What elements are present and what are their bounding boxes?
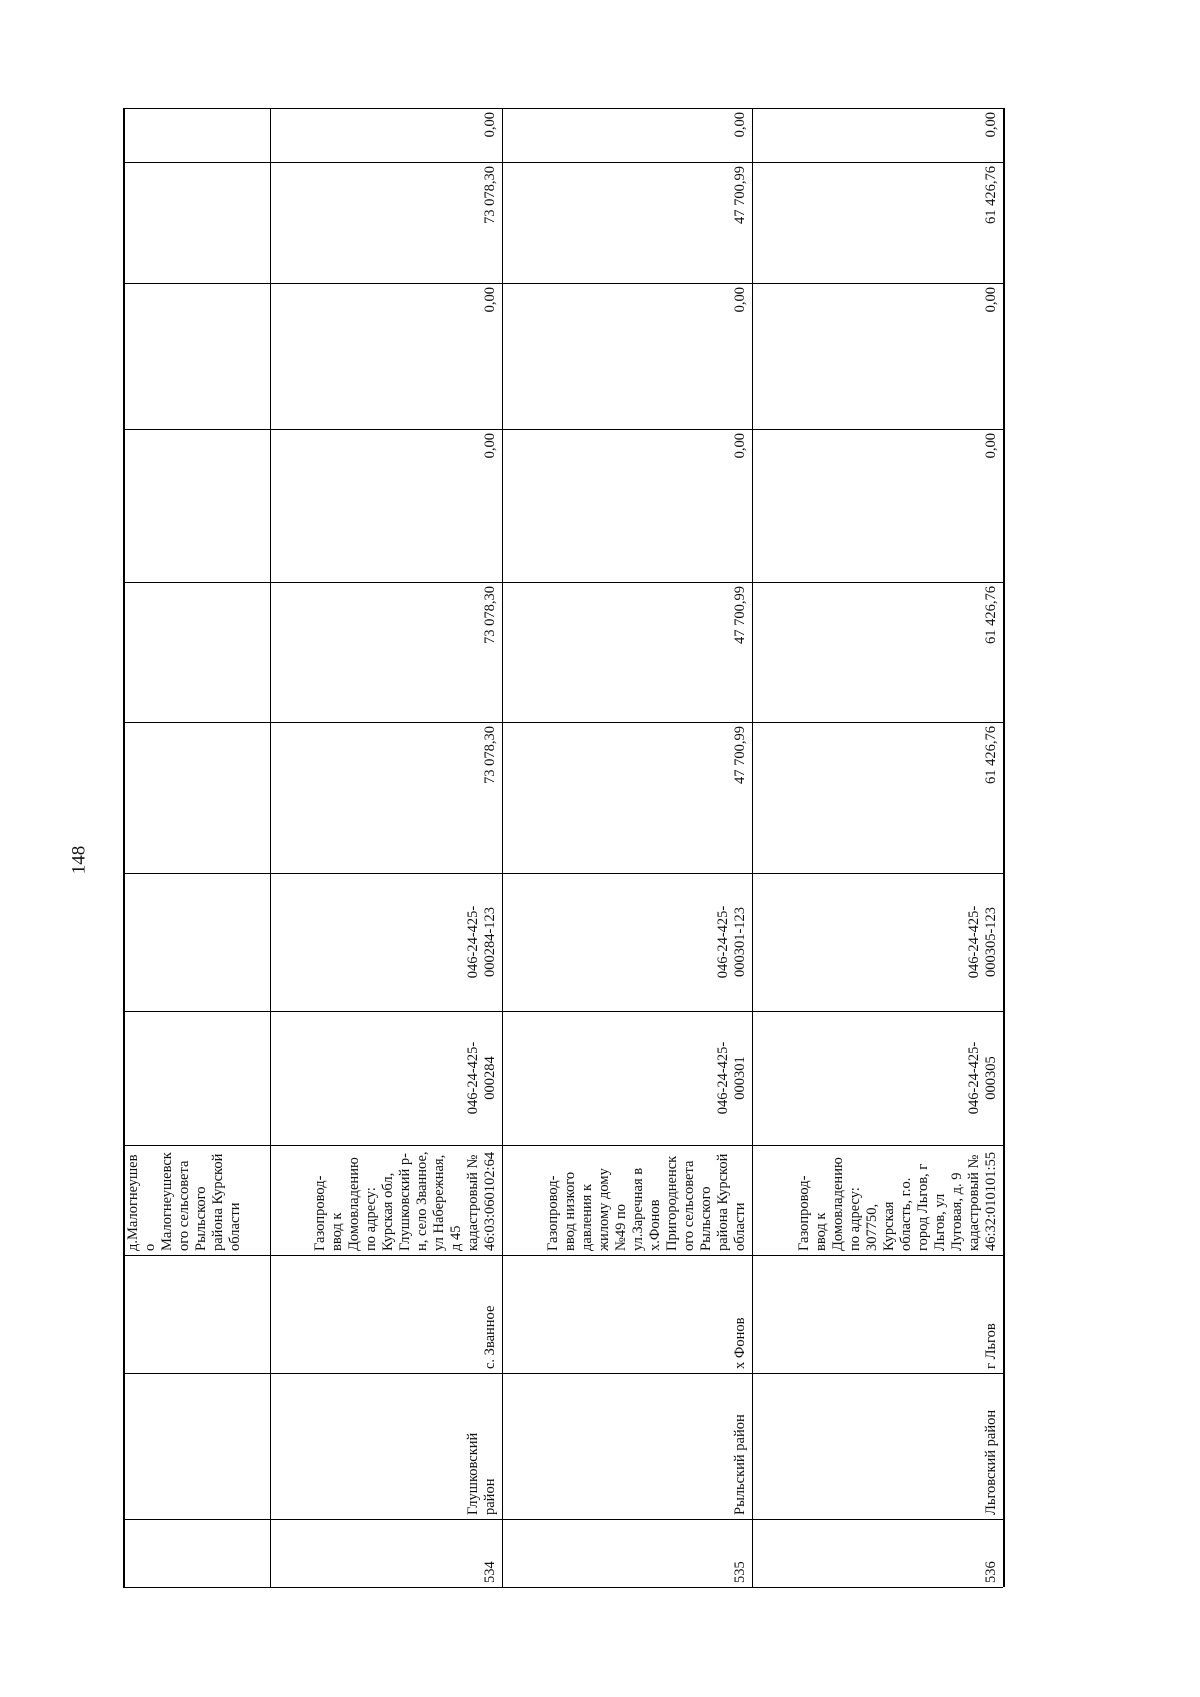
- table-cell-value-2: [123, 582, 270, 722]
- value-1-text: 47 700,99: [732, 726, 748, 784]
- district-text: Глушковский район: [465, 1432, 498, 1515]
- table-cell-value-5: [270, 162, 502, 283]
- table-cell-inventory-code: [502, 1011, 752, 1145]
- value-6-text: 0,00: [983, 112, 999, 138]
- table-cell-locality: [270, 1255, 502, 1373]
- table-cell-cost-code: [270, 873, 502, 1011]
- value-5-text: [123, 162, 270, 283]
- cost-code-text: 046-24-425- 000284-123: [465, 905, 498, 979]
- table-cell-value-4: [502, 283, 752, 429]
- cost-code-text: 046-24-425- 000301-123: [715, 905, 748, 979]
- value-1-text: [123, 722, 270, 873]
- locality-text: х Фонов: [732, 1317, 748, 1369]
- table-cell-value-5: [502, 162, 752, 283]
- table-cell-value-3: [752, 429, 1003, 582]
- inventory-code-text: 046-24-425- 000305: [966, 1041, 999, 1115]
- value-3-text: 0,00: [732, 433, 748, 459]
- table-cell-value-1: [502, 722, 752, 873]
- row-number-text: [123, 1519, 270, 1587]
- table-cell-value-6: [270, 108, 502, 162]
- value-4-text: [123, 283, 270, 429]
- table-cell-value-5: [123, 162, 270, 283]
- table-cell-value-3: [123, 429, 270, 582]
- table-cell-cost-code: [752, 873, 1003, 1011]
- value-6-text: 0,00: [482, 112, 498, 138]
- value-3-text: 0,00: [482, 433, 498, 459]
- table-cell-inventory-code: [123, 1011, 270, 1145]
- table-cell-locality: [123, 1255, 270, 1373]
- row-number-text: 535: [732, 1561, 748, 1583]
- value-5-text: 73 078,30: [482, 166, 498, 224]
- table-cell-district: [270, 1373, 502, 1519]
- table-cell-inventory-code: [752, 1011, 1003, 1145]
- table-cell-value-1: [752, 722, 1003, 873]
- table-cell-cost-code: [502, 873, 752, 1011]
- locality-text: с. Званное: [482, 1305, 498, 1369]
- table-cell-row-number: [123, 1519, 270, 1587]
- table-cell-cost-code: [123, 873, 270, 1011]
- value-3-text: [123, 429, 270, 582]
- value-1-text: 61 426,76: [983, 726, 999, 784]
- table-cell-locality: [752, 1255, 1003, 1373]
- cost-code-text: [123, 873, 270, 1011]
- value-2-text: 47 700,99: [732, 586, 748, 644]
- table-cell-locality: [502, 1255, 752, 1373]
- table-cell-value-4: [270, 283, 502, 429]
- table-cell-value-4: [123, 283, 270, 429]
- table-cell-value-2: [752, 582, 1003, 722]
- value-3-text: 0,00: [983, 433, 999, 459]
- page-number: 148: [68, 845, 89, 875]
- locality-text: г Льгов: [983, 1323, 999, 1369]
- table-column-border: [123, 1587, 1003, 1588]
- value-5-text: 61 426,76: [983, 166, 999, 224]
- table-cell-value-1: [270, 722, 502, 873]
- district-text: Рыльский район: [732, 1414, 748, 1515]
- table-cell-district: [123, 1373, 270, 1519]
- table-cell-value-6: [502, 108, 752, 162]
- table-cell-value-3: [270, 429, 502, 582]
- table-cell-value-1: [123, 722, 270, 873]
- table-cell-inventory-code: [270, 1011, 502, 1145]
- value-1-text: 73 078,30: [482, 726, 498, 784]
- district-text: Льговский район: [983, 1409, 999, 1515]
- value-2-text: 73 078,30: [482, 586, 498, 644]
- table-cell-row-number: [502, 1519, 752, 1587]
- value-2-text: [123, 582, 270, 722]
- table-cell-object-description: [123, 1145, 270, 1255]
- table-cell-value-4: [752, 283, 1003, 429]
- value-4-text: 0,00: [983, 287, 999, 313]
- value-5-text: 47 700,99: [732, 166, 748, 224]
- table-cell-value-5: [752, 162, 1003, 283]
- table-cell-value-2: [502, 582, 752, 722]
- table-cell-row-number: [752, 1519, 1003, 1587]
- locality-text: [123, 1255, 270, 1373]
- table-cell-object-description: [752, 1145, 1003, 1255]
- value-4-text: 0,00: [732, 287, 748, 313]
- cost-code-text: 046-24-425- 000305-123: [966, 905, 999, 979]
- inventory-code-text: 046-24-425- 000301: [715, 1041, 748, 1115]
- value-2-text: 61 426,76: [983, 586, 999, 644]
- table-cell-district: [752, 1373, 1003, 1519]
- value-4-text: 0,00: [482, 287, 498, 313]
- table-cell-value-6: [123, 108, 270, 162]
- inventory-code-text: 046-24-425- 000284: [465, 1041, 498, 1115]
- row-number-text: 534: [482, 1561, 498, 1583]
- table-row-border: [1003, 108, 1005, 1587]
- object-description-text: д.Малогнеушев о Малогнеушевск ого сельсовета Рыльского района Курской области: [125, 1152, 243, 1251]
- table-cell-object-description: [502, 1145, 752, 1255]
- table-cell-value-2: [270, 582, 502, 722]
- inventory-code-text: [123, 1011, 270, 1145]
- object-description-text: Газопровод- ввод низкого давления к жилому дому №49 по ул.Заречная в х.Фонов Пригородненск ого сельсовета Рыльского района Курской области: [545, 1153, 748, 1251]
- row-number-text: 536: [983, 1561, 999, 1583]
- table-cell-object-description: [270, 1145, 502, 1255]
- table-cell-row-number: [270, 1519, 502, 1587]
- table-cell-value-6: [752, 108, 1003, 162]
- value-6-text: 0,00: [732, 112, 748, 138]
- table-cell-value-3: [502, 429, 752, 582]
- object-description-text: Газопровод- ввод к Домовладению по адресу: 307750, Курская область, г.о. город Льгов, г Льгов, ул Луговая, д. 9 кадастровый № 46:32:010101:55: [796, 1151, 999, 1251]
- object-description-text: Газопровод- ввод к Домовладению по адресу: Курская обл, Глушковский р- н, село Званное, ул Набережная, д 45 кадастровый № 46:03:060102:64: [312, 1151, 498, 1251]
- value-6-text: [123, 108, 270, 162]
- table-cell-district: [502, 1373, 752, 1519]
- district-text: [123, 1373, 270, 1519]
